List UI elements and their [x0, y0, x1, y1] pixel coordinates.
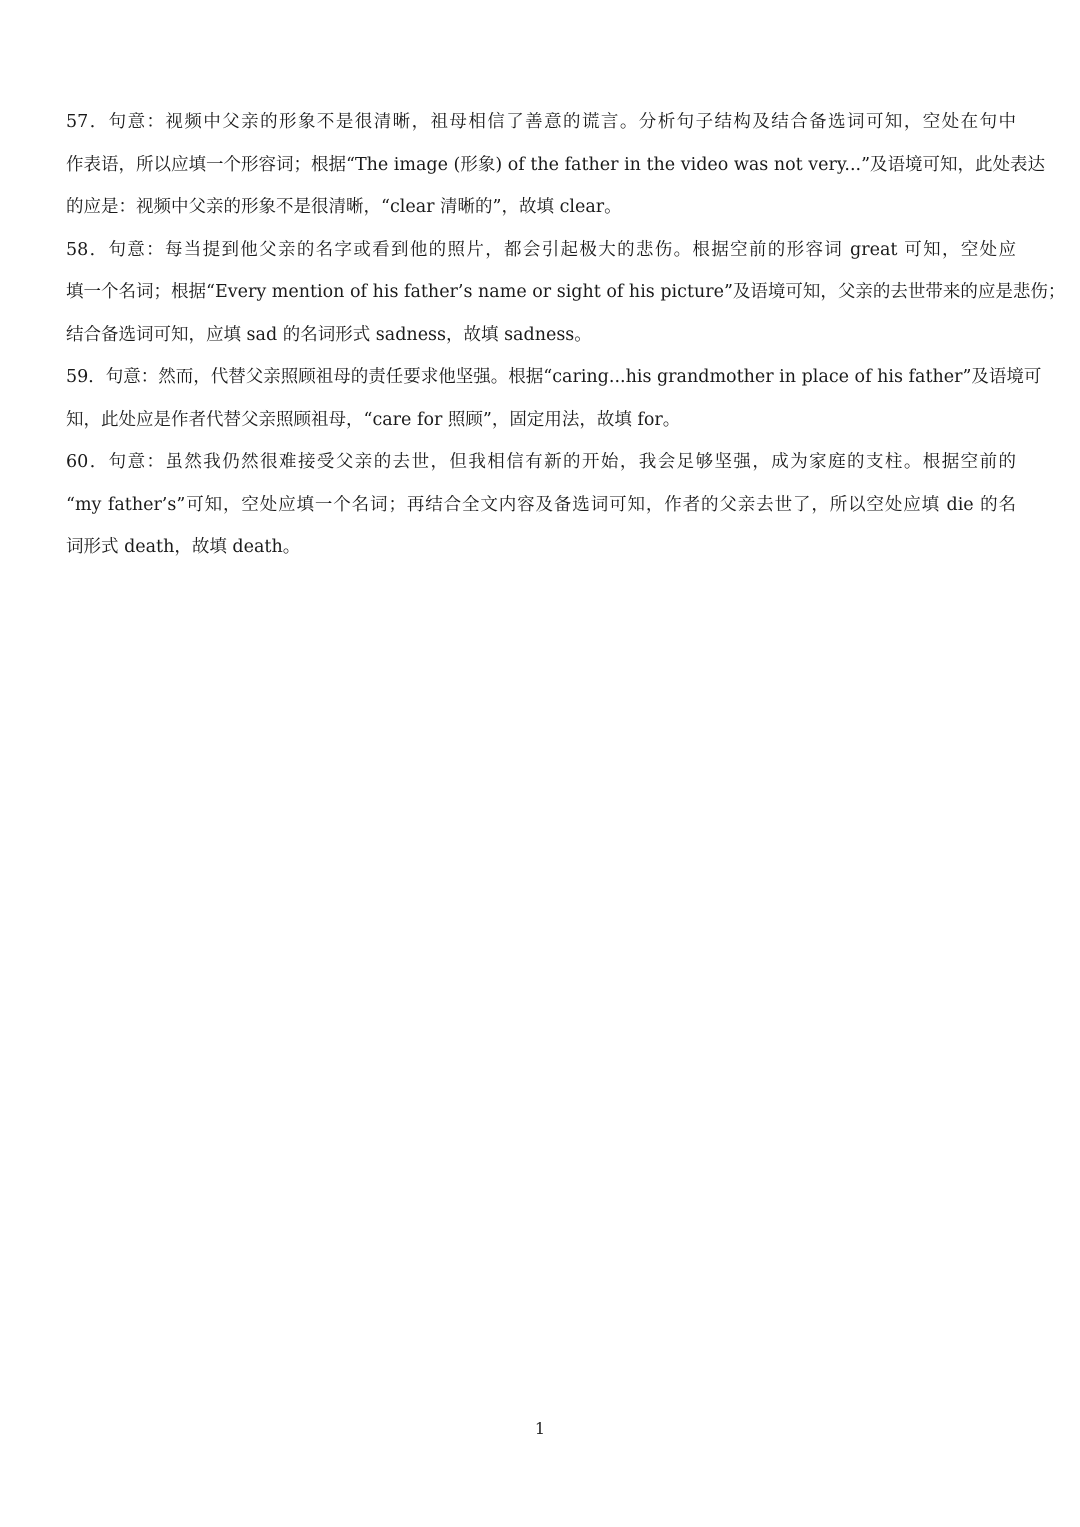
answer-58-line-2: 填一个名词；根据“Every mention of his father’s name or sight of his picture”及语境可知，父亲的去世带来的应是悲伤； — [66, 282, 1066, 302]
answer-57-line-3: 的应是：视频中父亲的形象不是很清晰，“clear 清晰的”，故填 clear。 — [66, 197, 622, 217]
answer-57-line-2: 作表语，所以应填一个形容词；根据“The image (形象) of the father in the video was not very...”及语境可知，此处表达 — [66, 154, 1046, 175]
answer-59 — [66, 356, 1042, 441]
answer-60 — [66, 441, 1016, 569]
answer-57-line-1: 57．句意：视频中父亲的形象不是很清晰，祖母相信了善意的谎言。分析句子结构及结合备选词可知，空处在句中 — [66, 112, 1016, 132]
answer-60-line-3: 词形式 death，故填 death。 — [66, 537, 301, 557]
answer-60-line-1: 60．句意：虽然我仍然很难接受父亲的去世，但我相信有新的开始，我会足够坚强，成为家庭的支柱。根据空前的 — [66, 452, 1016, 472]
answer-59-line-2: 知，此处应是作者代替父亲照顾祖母，“care for 照顾”，固定用法，故填 for。 — [66, 409, 681, 430]
answer-58-line-3: 结合备选词可知，应填 sad 的名词形式 sadness，故填 sadness。 — [66, 324, 592, 345]
answer-58 — [66, 229, 1066, 357]
page-number: 1 — [534, 1419, 546, 1438]
answer-58-line-1: 58．句意：每当提到他父亲的名字或看到他的照片，都会引起极大的悲伤。根据空前的形容词 great 可知，空处应 — [66, 239, 1016, 260]
answer-59-line-1: 59．句意：然而，代替父亲照顾祖母的责任要求他坚强。根据“caring...his grandmother in place of his father”及语境可 — [66, 367, 1042, 387]
answer-57 — [66, 101, 1046, 229]
answer-60-line-2: “my father’s”可知，空处应填一个名词；再结合全文内容及备选词可知，作者的父亲去世了，所以空处应填 die 的名 — [66, 494, 1016, 515]
answer-explanations — [66, 101, 1066, 569]
